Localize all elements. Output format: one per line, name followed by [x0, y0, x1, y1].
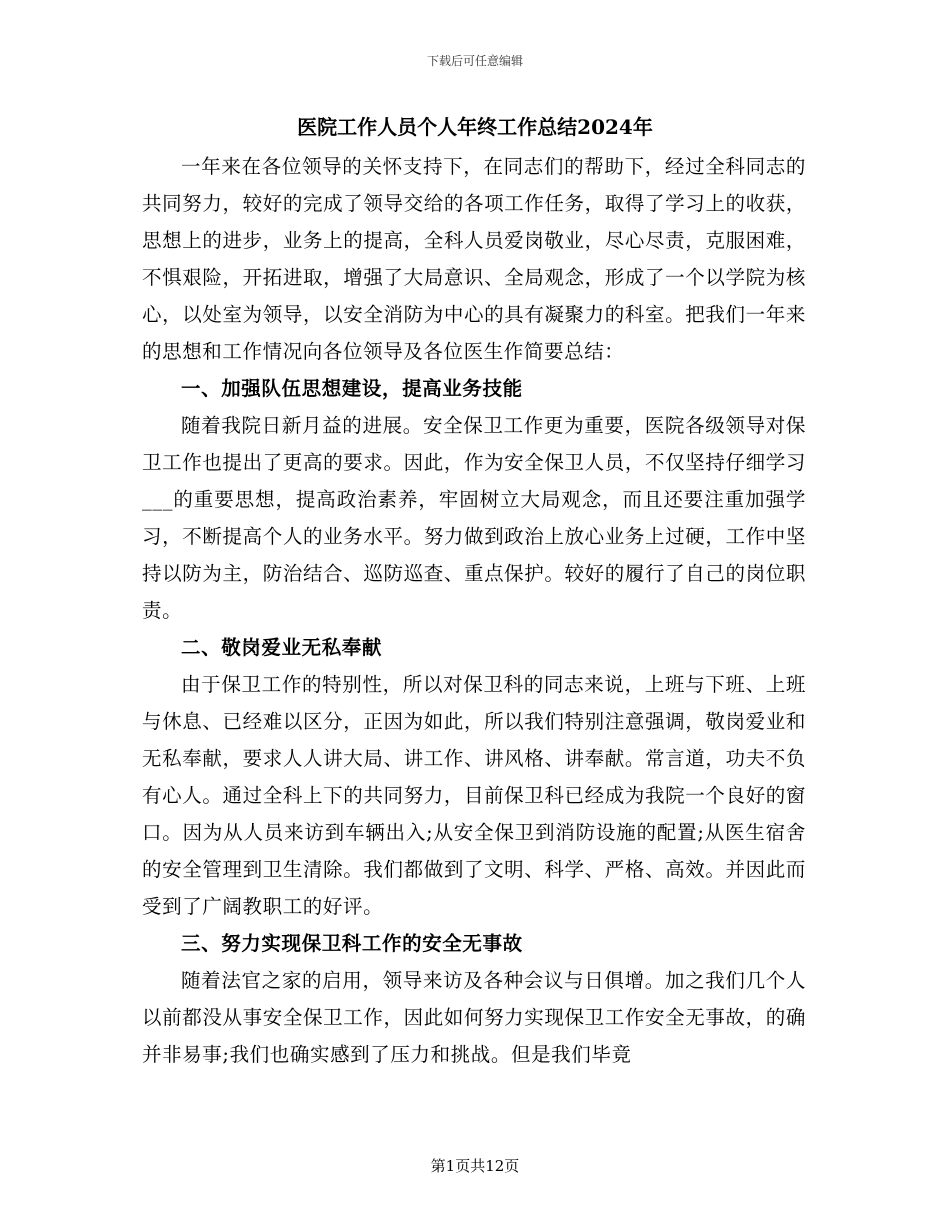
- document-body: [142, 148, 806, 1073]
- document-title: 医院工作人员个人年终工作总结2024年: [297, 115, 653, 139]
- section-2-heading: 二、敬岗爱业无私奉献: [181, 636, 383, 659]
- section-1-paragraph: 随着我院日新月益的进展。安全保卫工作更为重要，医院各级领导对保卫工作也提出了更高的要求。因此，作为安全保卫人员，不仅坚持仔细学习___的重要思想，提高政治素养，牢固树立大局观念，而且还要注重加强学习，不断提高个人的业务水平。努力做到政治上放心业务上过硬，工作中坚持以防为主，防治结合、巡防巡查、重点保护。较好的履行了自己的岗位职责。: [142, 414, 806, 622]
- section-3-paragraph: 随着法官之家的启用，领导来访及各种会议与日俱增。加之我们几个人以前都没从事安全保卫工作，因此如何努力实现保卫工作安全无事故，的确并非易事;我们也确实感到了压力和挑战。但是我们毕竟: [142, 969, 806, 1066]
- section-3-heading: 三、努力实现保卫科工作的安全无事故: [181, 932, 523, 955]
- section-1-heading: 一、加强队伍思想建设，提高业务技能: [181, 377, 523, 400]
- section-2-paragraph: 由于保卫工作的特别性，所以对保卫科的同志来说，上班与下班、上班与休息、已经难以区分，正因为如此，所以我们特别注意强调，敬岗爱业和无私奉献，要求人人讲大局、讲工作、讲风格、讲奉献。常言道，功夫不负有心人。通过全科上下的共同努力，目前保卫科已经成为我院一个良好的窗口。因为从人员来访到车辆出入;从安全保卫到消防设施的配置;从医生宿舍的安全管理到卫生清除。我们都做到了文明、科学、严格、高效。并因此而受到了广阔教职工的好评。: [142, 673, 806, 918]
- intro-paragraph: 一年来在各位领导的关怀支持下，在同志们的帮助下，经过全科同志的共同努力，较好的完成了领导交给的各项工作任务，取得了学习上的收获，思想上的进步，业务上的提高，全科人员爱岗敬业，尽心尽责，克服困难，不惧艰险，开拓进取，增强了大局意识、全局观念，形成了一个以学院为核心，以处室为领导，以安全消防为中心的具有凝聚力的科室。把我们一年来的思想和工作情况向各位领导及各位医生作简要总结：: [142, 155, 806, 363]
- page-number: 第1页共12页: [430, 1157, 520, 1175]
- page-header-note: 下载后可任意编辑: [426, 54, 523, 68]
